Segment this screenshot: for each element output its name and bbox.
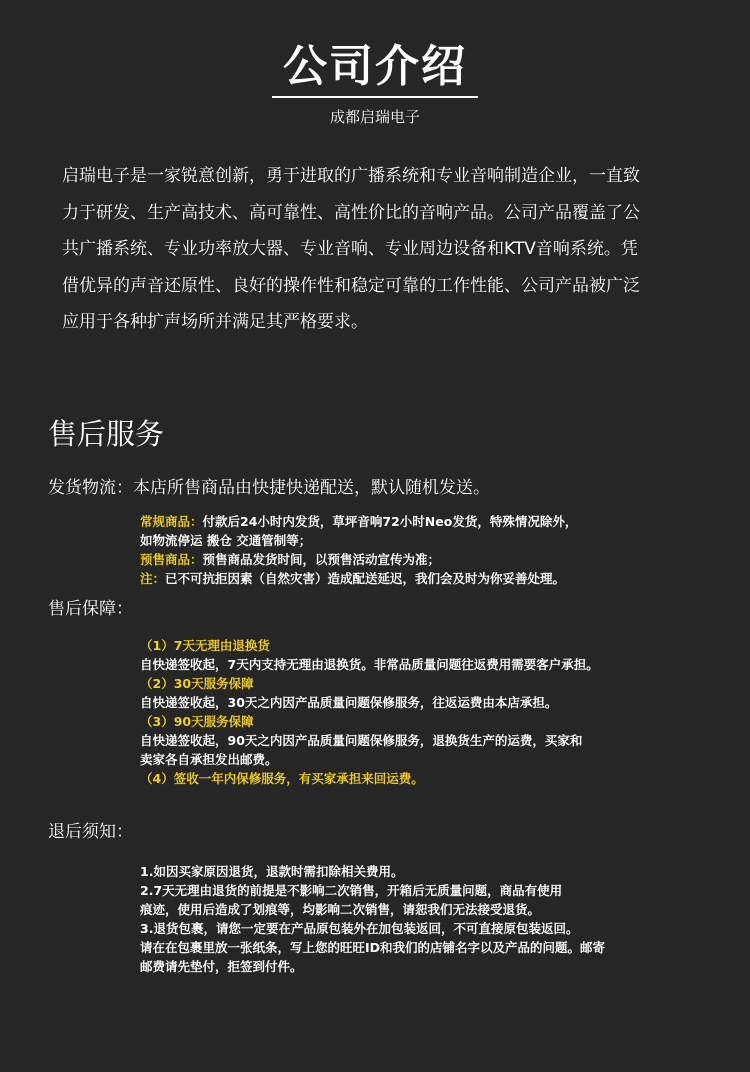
presale-goods-line bbox=[140, 550, 577, 569]
return-note-line: 痕迹，使用后造成了划痕等，均影响二次销售，请恕我们无法接受退货。 bbox=[140, 902, 541, 917]
company-intro bbox=[62, 158, 702, 341]
intro-line: 力于研发、生产高技术、高可靠性、高性价比的音响产品。公司产品覆盖了公 bbox=[62, 202, 640, 223]
note-line bbox=[140, 569, 577, 588]
intro-line: 借优异的声音还原性、良好的操作性和稳定可靠的工作性能、公司产品被广泛 bbox=[62, 275, 640, 296]
note-label: 注： bbox=[140, 571, 166, 586]
return-note-line: 3.退货包裹，请您一定要在产品原包装外在加包装返回，不可直接原包装返回。 bbox=[140, 921, 579, 936]
page-title: 公司介绍 bbox=[283, 41, 467, 92]
presale-goods-text: 预售商品发货时间，以预售活动宣传为准； bbox=[202, 552, 441, 567]
guarantee-item-text: 自快递签收起，90天之内因产品质量问题保修服务，退换货生产的运费，买家和 bbox=[140, 733, 583, 748]
guarantee-item-text: 自快递签收起，30天之内因产品质量问题保修服务，往返运费由本店承担。 bbox=[140, 695, 558, 710]
guarantee-item-title: （4）签收一年内保修服务，有买家承担来回运费。 bbox=[140, 771, 424, 786]
guarantee-item-title: （3）90天服务保障 bbox=[140, 714, 254, 729]
company-name: 成都启瑞电子 bbox=[329, 108, 420, 126]
shipping-text: 本店所售商品由快捷快递配送，默认随机发送。 bbox=[133, 478, 490, 498]
after-sales-heading: 售后服务 bbox=[48, 417, 165, 451]
return-note-line: 1.如因买家原因退货，退款时需扣除相关费用。 bbox=[140, 864, 404, 879]
regular-goods-line bbox=[140, 512, 577, 531]
presale-goods-label: 预售商品： bbox=[140, 552, 203, 567]
regular-goods-label: 常规商品： bbox=[140, 514, 203, 529]
regular-goods-line-2: 如物流停运 搬仓 交通管制等； bbox=[140, 533, 312, 548]
note-text: 已不可抗拒因素（自然灾害）造成配送延迟，我们会及时为你妥善处理。 bbox=[165, 571, 566, 586]
title-underline bbox=[272, 96, 478, 98]
guarantee-list bbox=[140, 636, 599, 788]
intro-line: 共广播系统、专业功率放大器、专业音响、专业周边设备和KTV音响系统。凭 bbox=[62, 239, 638, 259]
return-note-line: 邮费请先垫付，拒签到付件。 bbox=[140, 959, 303, 974]
shipping-details bbox=[140, 512, 577, 588]
guarantee-item-title: （1）7天无理由退换货 bbox=[140, 638, 270, 653]
intro-line: 应用于各种扩声场所并满足其严格要求。 bbox=[62, 312, 368, 332]
intro-line: 启瑞电子是一家锐意创新，勇于进取的广播系统和专业音响制造企业，一直致 bbox=[62, 166, 640, 186]
return-notes-heading: 退后须知： bbox=[48, 822, 133, 842]
return-notes-list bbox=[140, 862, 605, 976]
guarantee-item-title: （2）30天服务保障 bbox=[140, 676, 254, 691]
guarantee-item-text: 卖家各自承担发出邮费。 bbox=[140, 752, 278, 767]
return-note-line: 2.7天无理由退货的前提是不影响二次销售，开箱后无质量问题，商品有使用 bbox=[140, 883, 563, 898]
guarantee-heading: 售后保障： bbox=[48, 599, 133, 619]
shipping-label: 发货物流： bbox=[48, 478, 133, 498]
regular-goods-text: 付款后24小时内发货，草坪音响72小时Neo发货，特殊情况除外， bbox=[202, 514, 578, 529]
shipping-summary bbox=[48, 474, 490, 502]
return-note-line: 请在在包裹里放一张纸条，写上您的旺旺ID和我们的店铺名字以及产品的问题。邮寄 bbox=[140, 940, 606, 955]
guarantee-item-text: 自快递签收起，7天内支持无理由退换货。非常品质量问题往返费用需要客户承担。 bbox=[140, 657, 599, 672]
